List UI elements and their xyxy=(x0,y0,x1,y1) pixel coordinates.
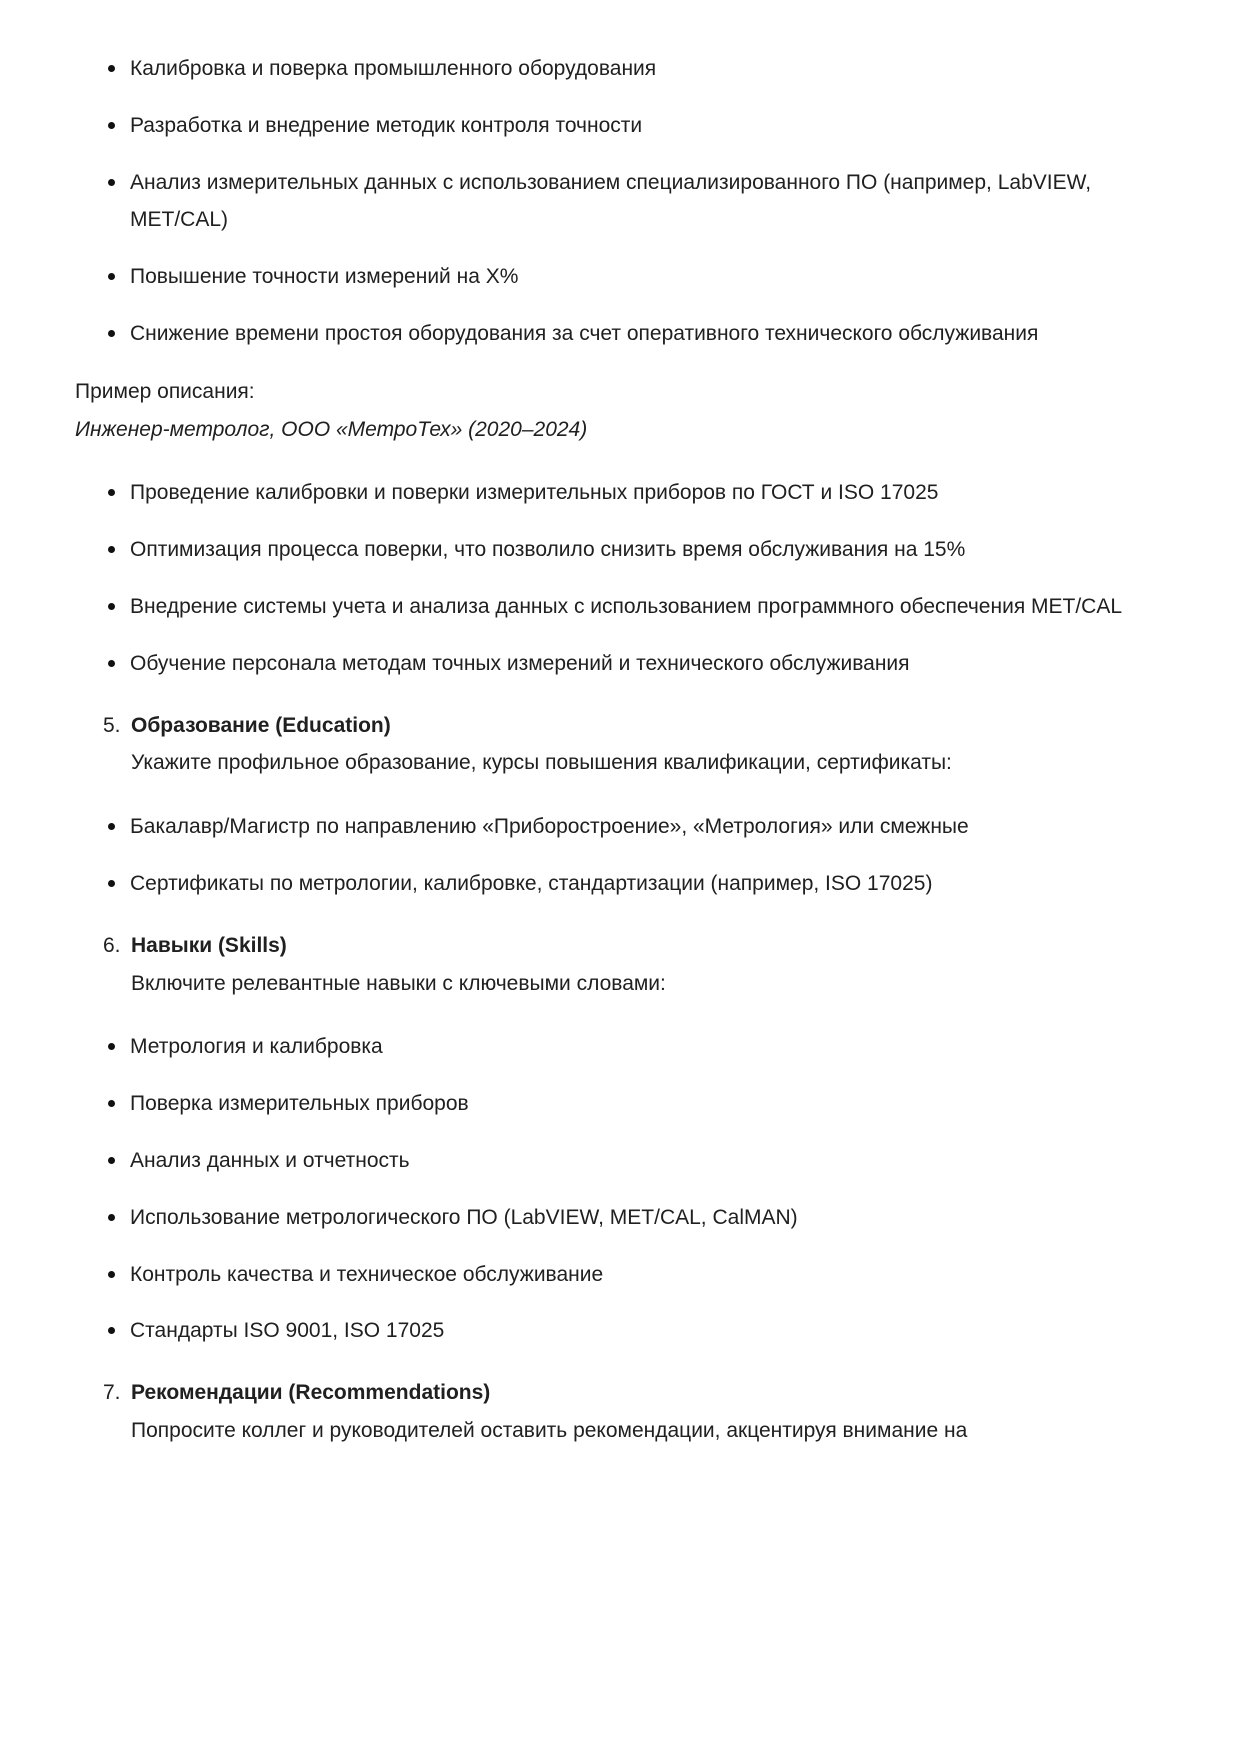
bullet-icon xyxy=(108,1214,115,1221)
list-item-text: Анализ измерительных данных с использованием специализированного ПО (например, LabVIEW, MET/CAL) xyxy=(130,170,1092,232)
bullet-icon xyxy=(108,65,115,72)
section-description: Попросите коллег и руководителей оставить рекомендации, акцентируя внимание на xyxy=(131,1418,968,1442)
list-item-text: Бакалавр/Магистр по направлению «Приборостроение», «Метрология» или смежные xyxy=(130,815,969,839)
bullet-icon xyxy=(108,1100,115,1107)
bullet-icon xyxy=(108,1043,115,1050)
list-item-text: Оптимизация процесса поверки, что позволило снизить время обслуживания на 15% xyxy=(130,538,966,562)
list-item-text: Стандарты ISO 9001, ISO 17025 xyxy=(130,1319,445,1343)
list-item xyxy=(75,588,1124,626)
bullet-icon xyxy=(108,1157,115,1164)
list-item-text: Поверка измерительных приборов xyxy=(130,1092,469,1116)
list-item-text: Метрология и калибровка xyxy=(130,1035,383,1059)
list-item-text: Использование метрологического ПО (LabVIEW, MET/CAL, CalMAN) xyxy=(130,1205,798,1229)
list-item-text: Разработка и внедрение методик контроля точности xyxy=(130,113,643,137)
section-recommendations xyxy=(75,1374,1124,1450)
list-item xyxy=(75,1256,1124,1294)
list-item xyxy=(75,1312,1124,1350)
list-item xyxy=(75,315,1124,353)
list-item xyxy=(75,808,1124,846)
example-job-line: Инженер-метролог, ООО «МетроТех» (2020–2024) xyxy=(75,417,588,441)
bullet-icon xyxy=(108,546,115,553)
list-item xyxy=(75,1199,1124,1237)
bullet-icon xyxy=(108,122,115,129)
section-title: Навыки (Skills) xyxy=(131,933,287,957)
example-paragraph xyxy=(75,373,1124,449)
list-item-text: Сертификаты по метрологии, калибровке, стандартизации (например, ISO 17025) xyxy=(130,871,933,895)
bullet-icon xyxy=(108,489,115,496)
list-item xyxy=(75,531,1124,569)
bullet-list-skills xyxy=(75,1028,1124,1350)
bullet-icon xyxy=(108,179,115,186)
bullet-icon xyxy=(108,660,115,667)
list-item xyxy=(75,645,1124,683)
list-item-text: Калибровка и поверка промышленного оборудования xyxy=(130,57,657,80)
list-item xyxy=(75,50,1124,88)
list-item xyxy=(75,258,1124,296)
bullet-list-a xyxy=(75,50,1124,353)
bullet-icon xyxy=(108,823,115,830)
list-item-text: Снижение времени простоя оборудования за счет оперативного технического обслуживания xyxy=(130,321,1039,345)
example-label: Пример описания: xyxy=(75,379,255,403)
list-item xyxy=(75,865,1124,903)
bullet-icon xyxy=(108,1327,115,1334)
list-item xyxy=(75,107,1124,145)
list-item xyxy=(75,1142,1124,1180)
list-item-text: Контроль качества и техническое обслуживание xyxy=(130,1262,604,1286)
bullet-icon xyxy=(108,880,115,887)
section-number: 5. xyxy=(103,713,121,737)
list-item xyxy=(75,164,1124,240)
bullet-list-education xyxy=(75,808,1124,903)
section-title: Образование (Education) xyxy=(131,713,391,737)
section-number: 7. xyxy=(103,1381,121,1405)
list-item-text: Внедрение системы учета и анализа данных с использованием программного обеспечения MET/CAL xyxy=(130,594,1123,618)
section-education xyxy=(75,707,1124,783)
list-item xyxy=(75,1028,1124,1066)
section-skills xyxy=(75,927,1124,1003)
section-description: Укажите профильное образование, курсы повышения квалификации, сертификаты: xyxy=(131,751,952,775)
bullet-icon xyxy=(108,273,115,280)
section-title: Рекомендации (Recommendations) xyxy=(131,1381,491,1405)
bullet-icon xyxy=(108,1271,115,1278)
section-number: 6. xyxy=(103,933,121,957)
list-item xyxy=(75,1085,1124,1123)
list-item-text: Проведение калибровки и поверки измерительных приборов по ГОСТ и ISO 17025 xyxy=(130,481,939,505)
bullet-icon xyxy=(108,330,115,337)
section-description: Включите релевантные навыки с ключевыми словами: xyxy=(131,971,666,995)
bullet-icon xyxy=(108,603,115,610)
bullet-list-b xyxy=(75,474,1124,682)
list-item-text: Анализ данных и отчетность xyxy=(130,1148,410,1172)
list-item-text: Обучение персонала методам точных измерений и технического обслуживания xyxy=(130,651,910,675)
list-item xyxy=(75,474,1124,512)
list-item-text: Повышение точности измерений на X% xyxy=(130,265,519,289)
